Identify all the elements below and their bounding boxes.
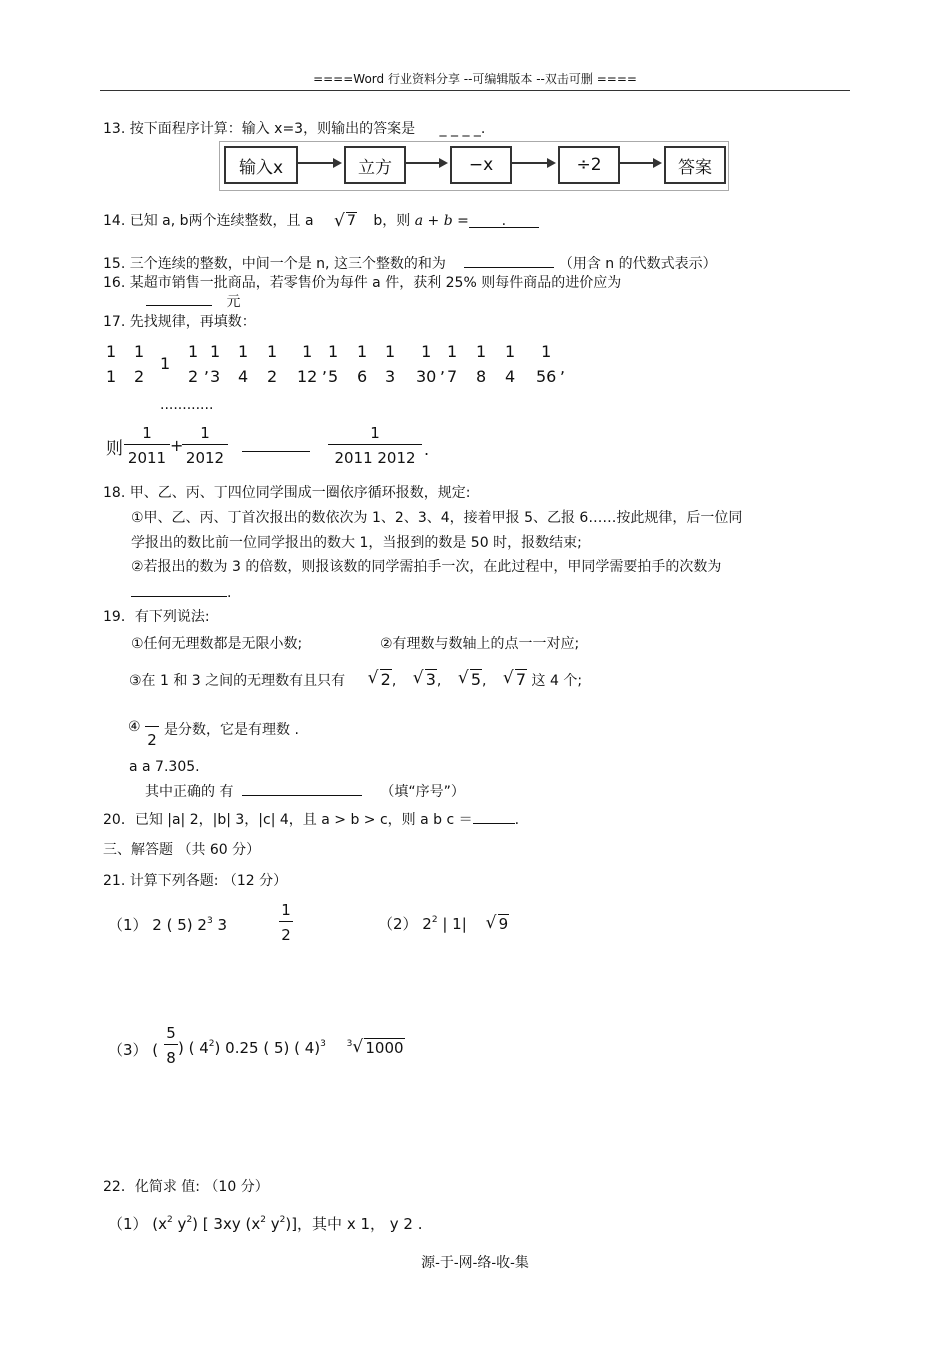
q17-then: 则: [106, 439, 123, 459]
q21-part3: [108, 1039, 158, 1060]
sequence-fraction: [326, 344, 340, 385]
exponent: 2: [186, 1215, 193, 1225]
q18-blank[interactable]: [131, 582, 227, 597]
q15-blank[interactable]: [464, 253, 554, 268]
q22-p1a: （1） (x: [108, 1215, 168, 1233]
q16-blank[interactable]: [146, 291, 212, 306]
denominator: 5: [328, 367, 339, 386]
q13-end: .: [480, 121, 486, 137]
flow-arrow: [512, 162, 554, 164]
q20-text: [103, 809, 519, 829]
numerator: 1: [421, 342, 432, 361]
q14-dot: .: [501, 213, 507, 229]
q21-title: 21. 计算下列各题: （12 分）: [103, 873, 288, 889]
flow-box-divide: ÷2: [558, 146, 620, 184]
q14-expr: a + b: [414, 213, 453, 229]
numerator: 1: [385, 342, 396, 361]
q19-s4-label: ④: [128, 719, 141, 735]
denominator: 8: [476, 367, 487, 386]
numerator: 1: [328, 342, 339, 361]
q21-part3-rest: [178, 1039, 405, 1057]
sequence-fraction: [474, 344, 488, 385]
sequence-fraction: [445, 344, 459, 385]
q20-blank[interactable]: [473, 809, 515, 824]
sequence-fraction: [503, 344, 517, 385]
denominator: 2: [134, 367, 145, 386]
q21-p2a: （2） 2: [378, 915, 432, 933]
sqrt-3: √ 3: [413, 670, 437, 689]
exponent: 2: [431, 915, 438, 925]
q19-ans-label: 其中正确的 有: [145, 784, 234, 800]
q18-answer: [131, 582, 231, 601]
q16-answer: [146, 291, 240, 311]
q22-p1d: y: [265, 1215, 280, 1233]
q21-p3a: （3） (: [108, 1041, 159, 1059]
q18-line4: ②若报出的数为 3 的倍数，则报该数的同学需拍手一次，在此过程中，甲同学需要拍手的次数为: [131, 559, 722, 575]
flow-arrow: [298, 162, 340, 164]
q17-period: .: [424, 440, 430, 459]
q19-blank[interactable]: [242, 781, 362, 796]
q19-answer: [145, 781, 465, 801]
sequence-fraction: [104, 344, 118, 385]
q17-plus: +: [170, 436, 184, 455]
q19-s1: ①任何无理数都是无限小数;: [131, 636, 303, 652]
fraction-pi-2: 2: [145, 715, 159, 748]
denominator: 4: [238, 367, 249, 386]
numerator: 1: [134, 342, 145, 361]
numerator: 1: [447, 342, 458, 361]
q22-part1: [108, 1213, 423, 1234]
section-three-title: 三、解答题 （共 60 分）: [103, 842, 261, 858]
q14-blank[interactable]: [469, 213, 539, 228]
q19-title: 19．有下列说法:: [103, 609, 210, 625]
numerator: 1: [505, 342, 516, 361]
q18-line3: 学报出的数比前一位同学报出的数大 1，当报到的数是 50 时，报数结束;: [131, 535, 582, 551]
q21-part2: [378, 913, 509, 934]
separator: ,: [560, 358, 566, 377]
sequence-fraction: [383, 344, 397, 385]
sequence-fraction: [536, 344, 556, 385]
fraction-1-2012: $\frac{1}{2012}$: [182, 426, 228, 466]
q22-p1c: ) [ 3xy (x: [192, 1215, 261, 1233]
denominator: 6: [357, 367, 368, 386]
q19-s3: ③在 1 和 3 之间的无理数有且只有 √ 2, √ 3, √ 5, √ 7 这 4 个;: [129, 670, 582, 690]
denominator: 12: [297, 367, 318, 386]
denominator: 2: [188, 367, 199, 386]
sequence-fraction: [355, 344, 369, 385]
flow-box-answer: 答案: [664, 146, 726, 184]
q14-prompt: 14. 已知 a, b两个连续整数，且 a: [103, 213, 314, 229]
sequence-fraction: [208, 344, 222, 385]
flow-box-input: 输入x: [224, 146, 298, 184]
q15-tail: （用含 n 的代数式表示）: [558, 256, 717, 272]
denominator: 3: [210, 367, 221, 386]
q19-s3-pre: ③在 1 和 3 之间的无理数有且只有: [129, 673, 346, 689]
separator: ,: [322, 358, 328, 377]
q18-line2: ①甲、乙、丙、丁首次报出的数依次为 1、2、3、4，接着甲报 5、乙报 6……按此规律，后一位同: [131, 510, 743, 526]
exponent: 2: [208, 1039, 215, 1049]
root-index: 3: [346, 1039, 353, 1049]
q22-p1b: y: [172, 1215, 187, 1233]
exponent: 2: [167, 1215, 173, 1225]
q22-title: 22．化简求 值: （10 分）: [103, 1179, 269, 1195]
q21-part1: [108, 914, 227, 935]
sqrt-7: √ 7: [503, 670, 527, 689]
page-footer: 源-于-网-络-收-集: [421, 1255, 529, 1271]
exponent: 3: [320, 1039, 326, 1049]
flow-box-negate: −x: [450, 146, 512, 184]
sqrt-7: √ 7: [334, 213, 357, 229]
q19-s5: a a 7.305.: [129, 759, 200, 775]
flow-arrow: [406, 162, 446, 164]
sequence-one: 1: [160, 354, 171, 373]
sequence-fraction: [132, 344, 146, 385]
sequence-fraction: [186, 344, 200, 385]
q17-blank[interactable]: [242, 437, 310, 452]
q17-title: 17. 先找规律，再填数：: [103, 314, 256, 330]
numerator: 1: [106, 342, 117, 361]
q15-prompt: 15. 三个连续的整数，中间一个是 n, 这三个整数的和为: [103, 256, 446, 272]
q20-prompt: 20．已知 |a| 2，|b| 3，|c| 4，且 a > b > c，则 a b c ＝: [103, 812, 473, 828]
separator: ,: [204, 358, 210, 377]
q20-end: .: [514, 812, 520, 828]
q13-flowchart: [219, 141, 729, 191]
sequence-fraction: [416, 344, 436, 385]
numerator: 1: [267, 342, 278, 361]
q22-p1e: )]，其中 x 1， y 2 .: [285, 1215, 423, 1233]
q21-p2b: | 1|: [437, 915, 467, 933]
header-rule: [100, 90, 850, 91]
numerator: 1: [188, 342, 199, 361]
fraction-5-8: $\frac{5}{8}$: [164, 1026, 178, 1066]
separator: ,: [440, 358, 446, 377]
sequence-fraction: [297, 344, 317, 385]
flow-arrow: [620, 162, 660, 164]
sequence-fraction: [265, 344, 279, 385]
q14-text: [103, 210, 539, 230]
exponent: 3: [206, 916, 213, 926]
q21-p3b: ) ( 4: [178, 1039, 209, 1057]
numerator: 1: [476, 342, 487, 361]
denominator: 7: [447, 367, 458, 386]
denominator: 1: [106, 367, 117, 386]
sequence-fraction: [236, 344, 250, 385]
q18-line1: 18. 甲、乙、丙、丁四位同学围成一圈依序循环报数，规定:: [103, 485, 471, 501]
denominator: 2: [267, 367, 278, 386]
q16-text: 16. 某超市销售一批商品，若零售价为每件 a 件，获利 25% 则每件商品的进价应为: [103, 275, 622, 291]
denominator: 30: [416, 367, 437, 386]
page-header: ====Word 行业资料分享 --可编辑版本 --双击可删 ====: [313, 72, 637, 86]
q14-mid: b，则: [373, 213, 411, 229]
q13-blank[interactable]: _ _ _ _: [439, 121, 481, 137]
exponent: 2: [279, 1215, 286, 1225]
cube-root-1000: √ 1000: [352, 1039, 404, 1057]
q15-text: [103, 253, 717, 273]
sqrt-2: √ 2: [368, 670, 392, 689]
numerator: 1: [541, 342, 552, 361]
numerator: 1: [357, 342, 368, 361]
fraction-1-2011x2012: $\frac{1}{2011 2012}$: [328, 426, 422, 466]
q16-unit: 元: [226, 294, 241, 310]
denominator: 4: [505, 367, 516, 386]
q21-p1a: （1） 2 ( 5) 2: [108, 916, 207, 934]
q19-ans-tail: （填“序号”）: [380, 784, 465, 800]
denominator: 56: [536, 367, 557, 386]
numerator: 1: [302, 342, 313, 361]
denominator: 3: [385, 367, 396, 386]
q19-s4-text: 是分数，它是有理数 .: [164, 722, 299, 738]
q13-prompt: 13. 按下面程序计算：输入 x=3，则输出的答案是: [103, 121, 416, 137]
fraction-1-2011: $\frac{1}{2011}$: [124, 426, 170, 466]
sqrt-9: √ 9: [486, 915, 510, 933]
q21-p3c: ) 0.25 ( 5) ( 4): [214, 1039, 321, 1057]
numerator: 1: [238, 342, 249, 361]
fraction-1-2: $\frac{1}{2}$: [279, 903, 293, 943]
flow-box-cube: 立方: [344, 146, 406, 184]
q17-dots: ............: [160, 397, 214, 413]
q19-s2: ②有理数与数轴上的点一一对应;: [380, 636, 580, 652]
q18-end: .: [227, 585, 232, 601]
q14-eq: =: [457, 213, 469, 229]
exponent: 2: [260, 1215, 266, 1225]
q13-text: [103, 118, 485, 138]
q21-p1b: 3: [212, 916, 227, 934]
sqrt-5: √ 5: [458, 670, 482, 689]
numerator: 1: [210, 342, 221, 361]
q19-s3-post: 这 4 个;: [531, 673, 583, 689]
